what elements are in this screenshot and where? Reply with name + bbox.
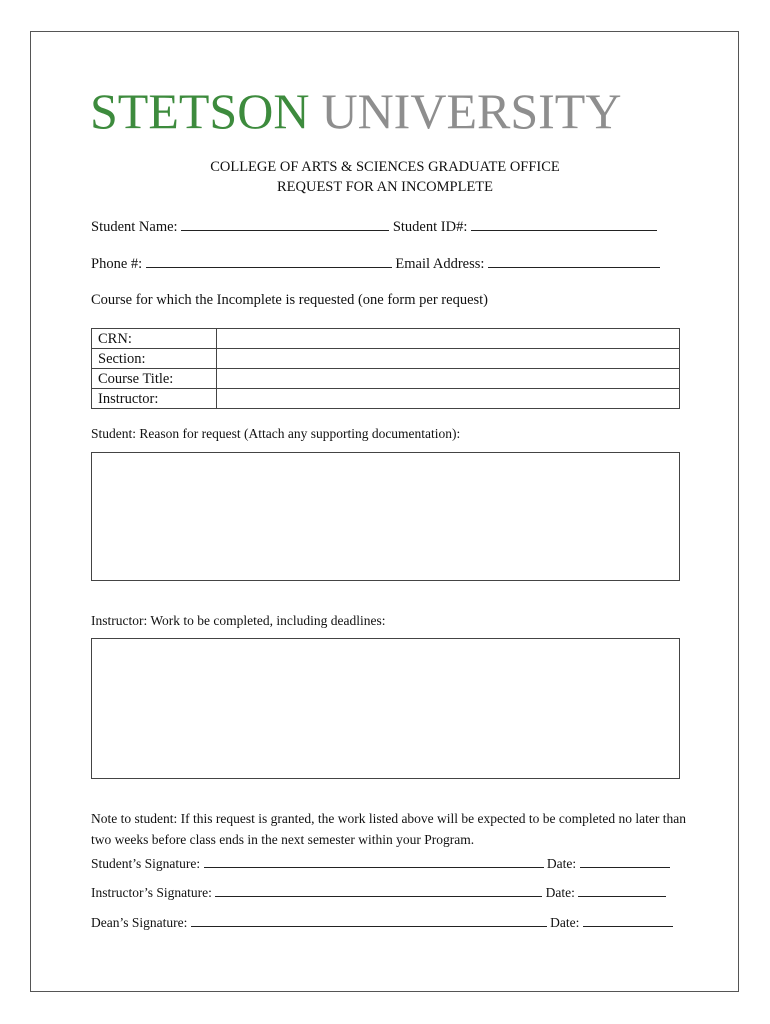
- instructor-date-field[interactable]: [578, 884, 666, 897]
- crn-field[interactable]: [217, 329, 680, 349]
- student-reason-label: Student: Reason for request (Attach any supporting documentation):: [91, 426, 461, 441]
- phone-email-row: [91, 255, 660, 273]
- instructor-work-label: Instructor: Work to be completed, including deadlines:: [91, 613, 386, 628]
- dean-date-field[interactable]: [583, 914, 673, 927]
- student-signature-label: Student’s Signature:: [91, 856, 201, 871]
- instructor-signature-row: [91, 884, 666, 901]
- phone-field[interactable]: [146, 255, 392, 268]
- email-field[interactable]: [488, 255, 660, 268]
- student-reason-box[interactable]: [91, 452, 680, 581]
- table-row: [92, 389, 680, 409]
- section-field[interactable]: [217, 349, 680, 369]
- course-intro: Course for which the Incomplete is requested (one form per request): [91, 292, 489, 308]
- logo-stetson: STETSON: [90, 83, 310, 139]
- email-label: Email Address:: [395, 256, 485, 272]
- student-id-label: Student ID#:: [392, 219, 468, 235]
- form-title: REQUEST FOR AN INCOMPLETE: [276, 179, 494, 195]
- dean-date-label: Date:: [550, 915, 580, 930]
- phone-label: Phone #:: [91, 256, 143, 272]
- dean-signature-field[interactable]: [191, 914, 547, 927]
- course-title-field[interactable]: [217, 369, 680, 389]
- instructor-field[interactable]: [217, 389, 680, 409]
- instructor-signature-label: Instructor’s Signature:: [91, 885, 212, 900]
- student-name-row: [91, 218, 657, 236]
- section-label: Section:: [92, 349, 217, 369]
- course-title-label: Course Title:: [92, 369, 217, 389]
- table-row: [92, 329, 680, 349]
- office-title: COLLEGE OF ARTS & SCIENCES GRADUATE OFFICE: [210, 159, 560, 175]
- course-table: [91, 328, 680, 409]
- student-date-label: Date:: [546, 856, 577, 871]
- instructor-signature-field[interactable]: [215, 884, 542, 897]
- table-row: [92, 369, 680, 389]
- table-row: [92, 349, 680, 369]
- instructor-date-label: Date:: [545, 885, 575, 900]
- student-name-label: Student Name:: [91, 219, 178, 235]
- student-name-field[interactable]: [181, 218, 389, 231]
- crn-label: CRN:: [92, 329, 217, 349]
- student-signature-row: [91, 855, 670, 872]
- student-id-field[interactable]: [471, 218, 657, 231]
- dean-signature-row: [91, 914, 673, 931]
- instructor-label: Instructor:: [92, 389, 217, 409]
- dean-signature-label: Dean’s Signature:: [91, 915, 188, 930]
- instructor-work-box[interactable]: [91, 638, 680, 779]
- stetson-university-logo: [90, 83, 622, 139]
- student-signature-field[interactable]: [204, 855, 544, 868]
- logo-university: UNIVERSITY: [321, 83, 622, 139]
- note-to-student: Note to student: If this request is granted, the work listed above will be expected to be completed no later than two weeks before class ends in the next semester within your Program.: [91, 811, 686, 847]
- student-date-field[interactable]: [580, 855, 670, 868]
